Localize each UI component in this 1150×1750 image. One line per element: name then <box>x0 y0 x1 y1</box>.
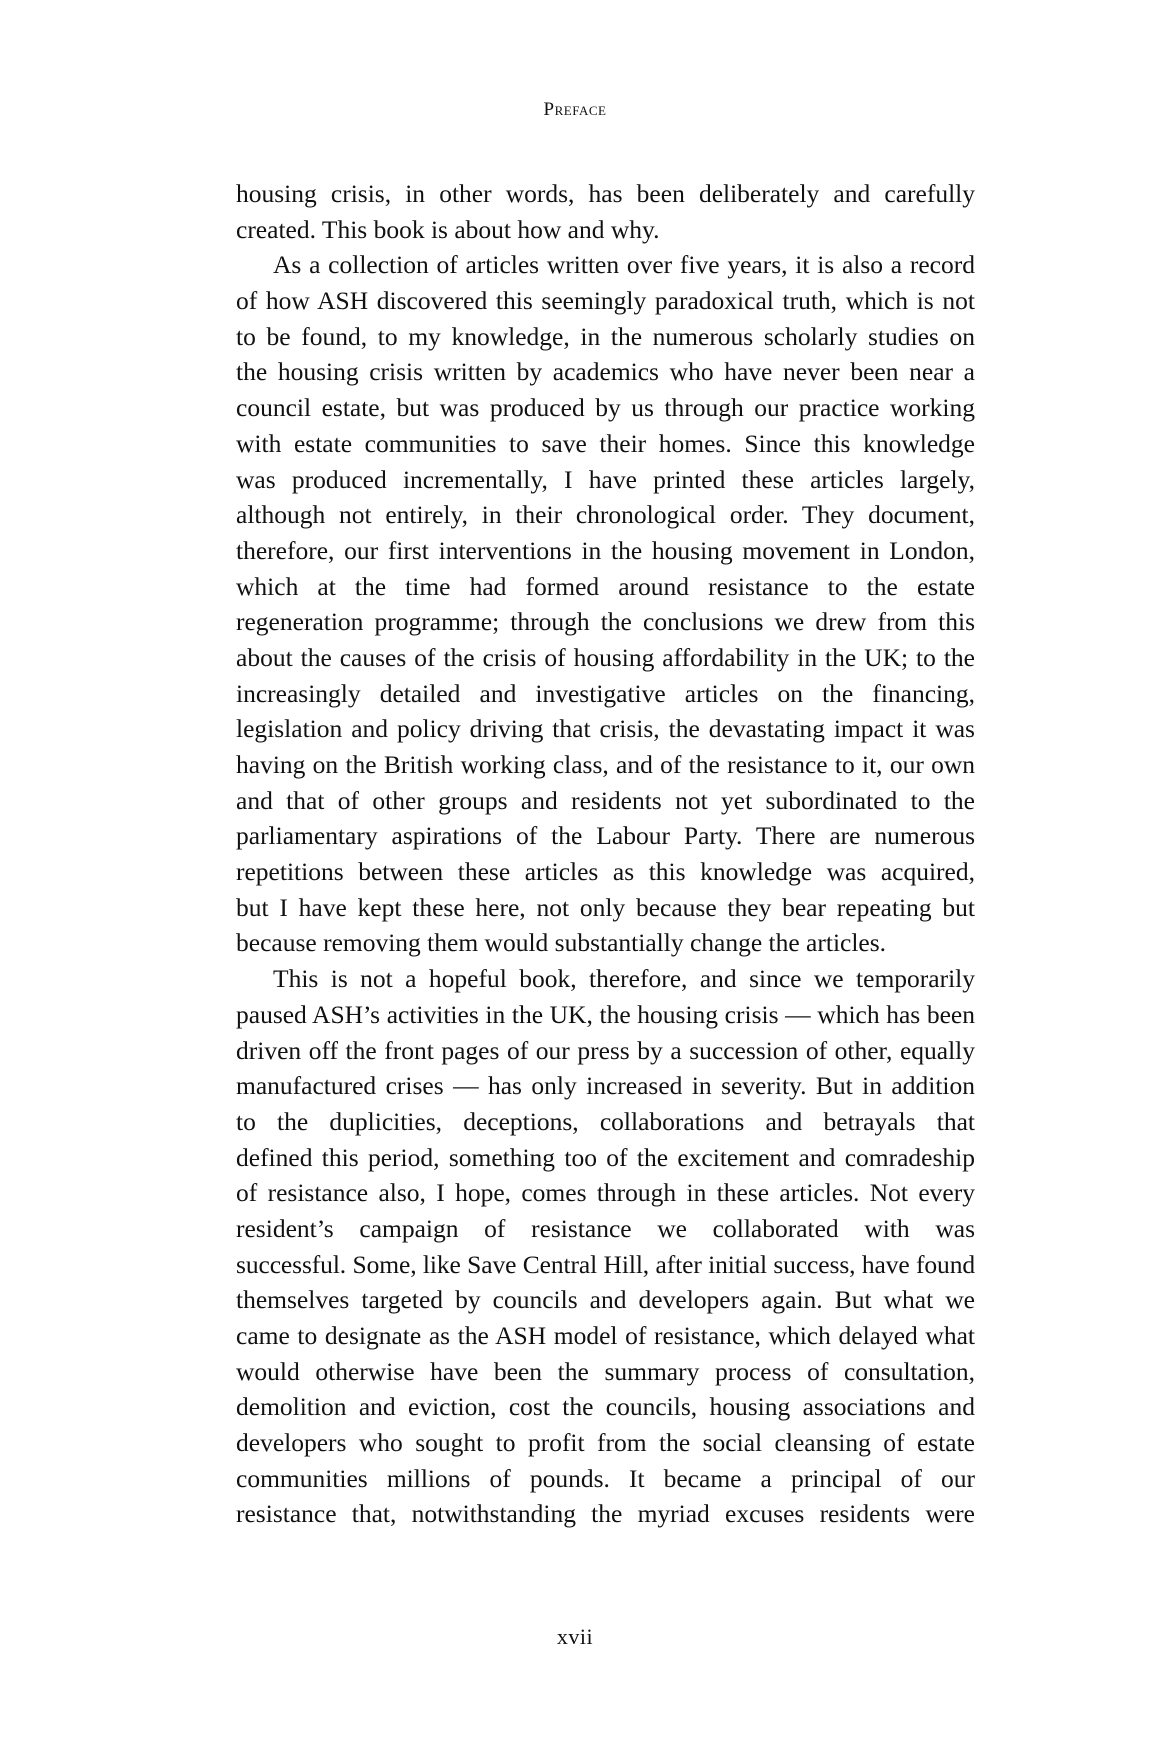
paragraph <box>236 176 975 247</box>
text-line: council estate, but was produced by us through our practice working <box>236 393 975 423</box>
text-line: resident’s campaign of resistance we collaborated with was <box>236 1213 975 1243</box>
text-line: because removing them would substantially change the articles. <box>236 928 887 958</box>
text-line: paused ASH’s activities in the UK, the housing crisis — which has been <box>236 999 975 1029</box>
text-line: driven off the front pages of our press by a succession of other, equally <box>236 1035 975 1065</box>
text-line: created. This book is about how and why. <box>236 214 660 244</box>
text-line: which at the time had formed around resistance to the estate <box>236 571 975 601</box>
text-line: demolition and eviction, cost the councils, housing associations and <box>236 1392 975 1422</box>
text-line: successful. Some, like Save Central Hill, after initial success, have found <box>236 1249 975 1279</box>
text-line: resistance that, notwithstanding the myriad excuses residents were <box>236 1499 975 1529</box>
text-line: communities millions of pounds. It became a principal of our <box>236 1463 975 1493</box>
text-line: regeneration programme; through the conclusions we drew from this <box>236 607 975 637</box>
text-line: the housing crisis written by academics who have never been near a <box>236 357 975 387</box>
text-line: would otherwise have been the summary process of consultation, <box>236 1356 975 1386</box>
text-line: themselves targeted by councils and developers again. But what we <box>236 1285 975 1315</box>
paragraph <box>236 247 975 961</box>
text-line: parliamentary aspirations of the Labour Party. There are numerous <box>236 821 975 851</box>
text-line: and that of other groups and residents not yet subordinated to the <box>236 785 975 815</box>
body-text <box>236 176 975 1532</box>
text-line: This is not a hopeful book, therefore, and since we temporarily <box>273 964 975 994</box>
text-line: manufactured crises — has only increased in severity. But in addition <box>236 1071 975 1101</box>
running-head: Preface <box>543 99 607 120</box>
text-line: of resistance also, I hope, comes through in these articles. Not every <box>236 1178 975 1208</box>
page-number: xvii <box>556 1624 594 1649</box>
text-line: housing crisis, in other words, has been deliberately and carefully <box>236 179 975 208</box>
text-line: although not entirely, in their chronological order. They document, <box>236 500 975 530</box>
text-line: developers who sought to profit from the social cleansing of estate <box>236 1428 975 1458</box>
text-line: about the causes of the crisis of housing affordability in the UK; to the <box>236 642 975 672</box>
text-line: was produced incrementally, I have printed these articles largely, <box>236 464 975 494</box>
paragraph <box>236 961 975 1532</box>
text-line: with estate communities to save their homes. Since this knowledge <box>236 428 975 458</box>
text-line: defined this period, something too of the excitement and comradeship <box>236 1142 975 1172</box>
text-line: but I have kept these here, not only because they bear repeating but <box>236 892 975 922</box>
text-line: to be found, to my knowledge, in the numerous scholarly studies on <box>236 321 975 351</box>
text-line: legislation and policy driving that crisis, the devastating impact it was <box>236 714 975 744</box>
text-line: having on the British working class, and of the resistance to it, our own <box>236 750 975 779</box>
text-line: As a collection of articles written over five years, it is also a record <box>273 250 975 280</box>
text-line: therefore, our first interventions in the housing movement in London, <box>236 535 975 565</box>
text-line: increasingly detailed and investigative articles on the financing, <box>236 678 975 708</box>
text-line: of how ASH discovered this seemingly paradoxical truth, which is not <box>236 286 975 316</box>
text-line: repetitions between these articles as this knowledge was acquired, <box>236 857 975 887</box>
text-line: came to designate as the ASH model of resistance, which delayed what <box>236 1321 975 1350</box>
text-line: to the duplicities, deceptions, collaborations and betrayals that <box>236 1106 975 1136</box>
